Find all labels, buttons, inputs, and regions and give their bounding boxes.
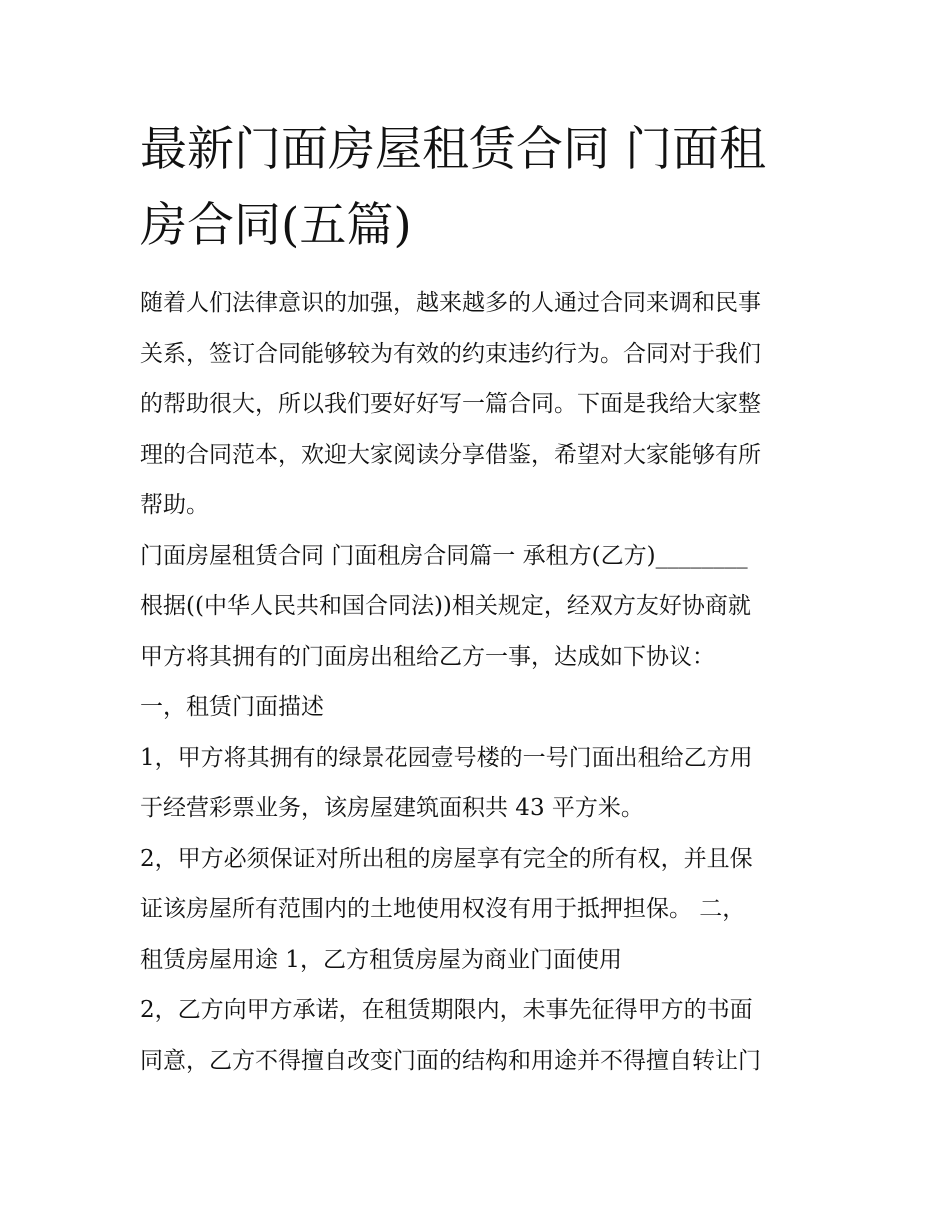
body-line-14: 租赁房屋用途 1，乙方租赁房屋为商业门面使用 [140, 946, 622, 973]
body-line-4: 理的合同范本，欢迎大家阅读分享借鉴，希望对大家能够有所 [140, 441, 761, 468]
body-line-6: 门面房屋租赁合同 门面租房合同篇一 承租方(乙方)________ [140, 542, 748, 569]
body-line-1: 随着人们法律意识的加强，越来越多的人通过合同来调和民事 [140, 290, 761, 316]
body-line-8: 甲方将其拥有的门面房出租给乙方一事，达成如下协议： [140, 643, 715, 670]
body-line-15: 2，乙方向甲方承诺，在租赁期限内，未事先征得甲方的书面 [140, 997, 753, 1023]
title-line-1: 最新门面房屋租赁合同 门面租 [140, 122, 766, 177]
body-line-12: 2，甲方必须保证对所出租的房屋享有完全的所有权，并且保 [140, 845, 753, 872]
body-line-10: 1，甲方将其拥有的绿景花园壹号楼的一号门面出租给乙方用 [140, 744, 753, 771]
title-line-2: 房合同(五篇) [140, 198, 412, 253]
body-line-9: 一，租赁门面描述 [140, 694, 324, 720]
body-line-7: 根据((中华人民共和国合同法))相关规定，经双方友好协商就 [140, 593, 751, 619]
body-line-5: 帮助。 [140, 492, 209, 518]
body-line-16: 同意，乙方不得擅自改变门面的结构和用途并不得擅自转让门 [140, 1047, 761, 1074]
document-title [140, 112, 830, 264]
document-body [140, 278, 830, 1086]
body-line-3: 的帮助很大，所以我们要好好写一篇合同。下面是我给大家整 [140, 391, 761, 417]
body-line-11: 于经营彩票业务，该房屋建筑面积共 43 平方米。 [140, 795, 644, 821]
body-line-13: 证该房屋所有范围内的土地使用权沒有用于抵押担保。 二， [140, 896, 746, 922]
body-line-2: 关系，签订合同能够较为有效的约束违约行为。合同对于我们 [140, 340, 761, 367]
